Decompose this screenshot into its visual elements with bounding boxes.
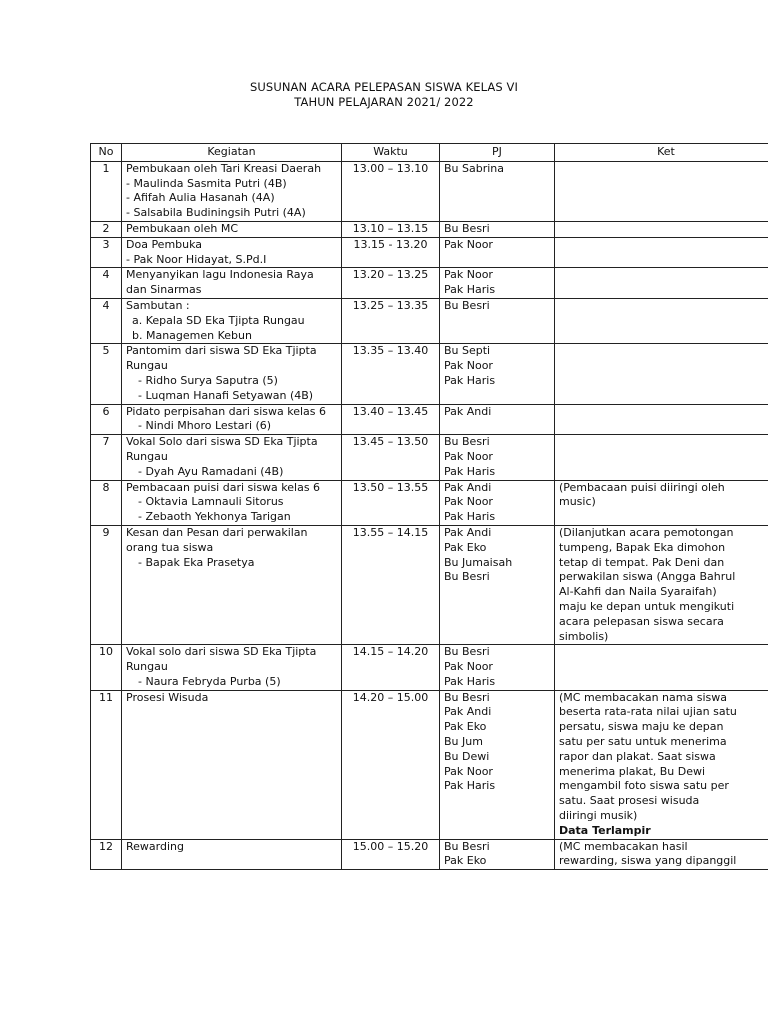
- ket-line: perwakilan siswa (Angga Bahrul: [559, 570, 736, 584]
- kegiatan-line: - Maulinda Sasmita Putri (4B): [126, 176, 287, 190]
- document-title: SUSUNAN ACARA PELEPASAN SISWA KELAS VI: [250, 80, 518, 94]
- kegiatan-cell: [122, 221, 342, 237]
- pj-line: Pak Haris: [444, 510, 496, 524]
- ket-cell: [555, 268, 768, 299]
- row-number: 1: [91, 161, 122, 221]
- kegiatan-line: - Bapak Eka Prasetya: [138, 555, 255, 569]
- header-pj: PJ: [440, 144, 555, 162]
- kegiatan-line: Doa Pembuka: [126, 237, 203, 251]
- ket-line: (MC membacakan nama siswa: [559, 690, 727, 704]
- row-number: 8: [91, 480, 122, 525]
- pj-cell: [440, 404, 555, 435]
- pj-cell: [440, 525, 555, 644]
- pj-cell: [440, 839, 555, 870]
- ket-line: (Pembacaan puisi diiringi oleh: [559, 480, 725, 494]
- pj-line: Pak Eko: [444, 720, 487, 734]
- schedule-table: [90, 143, 768, 870]
- pj-line: Pak Noor: [444, 764, 493, 778]
- pj-cell: [440, 221, 555, 237]
- row-number: 2: [91, 221, 122, 237]
- pj-line: Pak Eko: [444, 540, 487, 554]
- ket-line: simbolis): [559, 629, 609, 643]
- row-number: 7: [91, 435, 122, 480]
- kegiatan-line: b. Managemen Kebun: [132, 328, 252, 342]
- pj-line: Pak Noor: [444, 660, 493, 674]
- table-row: [91, 839, 768, 870]
- ket-line: menerima plakat, Bu Dewi: [559, 764, 706, 778]
- pj-line: Pak Noor: [444, 237, 493, 251]
- ket-line: tumpeng, Bapak Eka dimohon: [559, 540, 726, 554]
- ket-line: tetap di tempat. Pak Deni dan: [559, 555, 725, 569]
- ket-cell: [555, 645, 768, 690]
- waktu-cell: 15.00 – 15.20: [342, 839, 440, 870]
- kegiatan-line: Rungau: [126, 660, 168, 674]
- kegiatan-cell: [122, 480, 342, 525]
- table-row: [91, 161, 768, 221]
- kegiatan-cell: [122, 645, 342, 690]
- table-row: [91, 525, 768, 644]
- pj-line: Bu Besri: [444, 298, 490, 312]
- ket-bold-note: Data Terlampir: [559, 823, 651, 837]
- ket-line: beserta rata-rata nilai ujian satu: [559, 705, 737, 719]
- pj-cell: [440, 645, 555, 690]
- kegiatan-line: dan Sinarmas: [126, 283, 202, 297]
- ket-line: satu. Saat prosesi wisuda: [559, 794, 700, 808]
- table-row: [91, 645, 768, 690]
- table-row: [91, 298, 768, 343]
- kegiatan-line: Pembukaan oleh MC: [126, 221, 238, 235]
- ket-cell: [555, 237, 768, 268]
- waktu-cell: 13.10 – 13.15: [342, 221, 440, 237]
- pj-line: Bu Besri: [444, 570, 490, 584]
- ket-cell: [555, 344, 768, 404]
- ket-line: persatu, siswa maju ke depan: [559, 720, 724, 734]
- pj-line: Bu Jumaisah: [444, 555, 513, 569]
- ket-cell: [555, 298, 768, 343]
- kegiatan-line: - Afifah Aulia Hasanah (4A): [126, 191, 275, 205]
- ket-line: satu per satu untuk menerima: [559, 735, 727, 749]
- waktu-cell: 13.50 – 13.55: [342, 480, 440, 525]
- header-ket: Ket: [555, 144, 768, 162]
- pj-line: Bu Sabrina: [444, 161, 505, 175]
- waktu-cell: 13.00 – 13.10: [342, 161, 440, 221]
- table-row: [91, 237, 768, 268]
- pj-line: Pak Andi: [444, 404, 492, 418]
- pj-cell: [440, 237, 555, 268]
- kegiatan-line: Vokal solo dari siswa SD Eka Tjipta: [126, 645, 317, 659]
- ket-line: mengambil foto siswa satu per: [559, 779, 729, 793]
- header-no: No: [91, 144, 122, 162]
- kegiatan-cell: [122, 435, 342, 480]
- pj-cell: [440, 480, 555, 525]
- pj-line: Bu Besri: [444, 645, 490, 659]
- pj-cell: [440, 298, 555, 343]
- kegiatan-line: Prosesi Wisuda: [126, 690, 209, 704]
- table-row: [91, 435, 768, 480]
- waktu-cell: 13.55 – 14.15: [342, 525, 440, 644]
- pj-line: Bu Jum: [444, 735, 483, 749]
- waktu-cell: 13.45 – 13.50: [342, 435, 440, 480]
- kegiatan-line: - Salsabila Budiningsih Putri (4A): [126, 206, 306, 220]
- kegiatan-line: - Ridho Surya Saputra (5): [138, 373, 278, 387]
- pj-line: Pak Haris: [444, 283, 496, 297]
- pj-line: Bu Besri: [444, 221, 490, 235]
- pj-cell: [440, 435, 555, 480]
- ket-cell: [555, 404, 768, 435]
- row-number: 4: [91, 268, 122, 299]
- pj-line: Pak Andi: [444, 525, 492, 539]
- kegiatan-cell: [122, 525, 342, 644]
- kegiatan-line: - Luqman Hanafi Setyawan (4B): [138, 388, 314, 402]
- ket-line: music): [559, 495, 596, 509]
- pj-line: Pak Haris: [444, 674, 496, 688]
- kegiatan-line: - Zebaoth Yekhonya Tarigan: [138, 510, 291, 524]
- row-number: 10: [91, 645, 122, 690]
- ket-cell: [555, 221, 768, 237]
- kegiatan-line: Menyanyikan lagu Indonesia Raya: [126, 268, 314, 282]
- kegiatan-line: a. Kepala SD Eka Tjipta Rungau: [132, 313, 305, 327]
- waktu-cell: 13.40 – 13.45: [342, 404, 440, 435]
- kegiatan-cell: [122, 404, 342, 435]
- pj-line: Pak Noor: [444, 449, 493, 463]
- kegiatan-cell: [122, 839, 342, 870]
- kegiatan-line: Pidato perpisahan dari siswa kelas 6: [126, 404, 326, 418]
- kegiatan-line: - Pak Noor Hidayat, S.Pd.I: [126, 252, 267, 266]
- waktu-cell: 13.15 - 13.20: [342, 237, 440, 268]
- table-row: [91, 268, 768, 299]
- waktu-cell: 13.35 – 13.40: [342, 344, 440, 404]
- kegiatan-line: Pembukaan oleh Tari Kreasi Daerah: [126, 161, 322, 175]
- document-subtitle: TAHUN PELAJARAN 2021/ 2022: [294, 95, 474, 109]
- pj-line: Pak Noor: [444, 495, 493, 509]
- pj-line: Pak Haris: [444, 779, 496, 793]
- kegiatan-line: orang tua siswa: [126, 540, 214, 554]
- row-number: 3: [91, 237, 122, 268]
- pj-line: Bu Dewi: [444, 749, 490, 763]
- kegiatan-line: Rungau: [126, 449, 168, 463]
- row-number: 9: [91, 525, 122, 644]
- row-number: 11: [91, 690, 122, 839]
- waktu-cell: 13.20 – 13.25: [342, 268, 440, 299]
- kegiatan-line: - Dyah Ayu Ramadani (4B): [138, 464, 284, 478]
- kegiatan-cell: [122, 344, 342, 404]
- kegiatan-line: - Naura Febryda Purba (5): [138, 674, 281, 688]
- pj-line: Bu Besri: [444, 690, 490, 704]
- kegiatan-line: Vokal Solo dari siswa SD Eka Tjipta: [126, 435, 318, 449]
- waktu-cell: 14.20 – 15.00: [342, 690, 440, 839]
- waktu-cell: 14.15 – 14.20: [342, 645, 440, 690]
- pj-line: Pak Andi: [444, 705, 492, 719]
- pj-line: Pak Eko: [444, 854, 487, 868]
- table-row: [91, 221, 768, 237]
- kegiatan-cell: [122, 690, 342, 839]
- kegiatan-line: Pembacaan puisi dari siswa kelas 6: [126, 480, 321, 494]
- table-body: [91, 161, 768, 869]
- table-header-row: [91, 144, 768, 162]
- kegiatan-cell: [122, 298, 342, 343]
- pj-cell: [440, 690, 555, 839]
- kegiatan-line: - Oktavia Lamnauli Sitorus: [138, 495, 284, 509]
- ket-line: acara pelepasan siswa secara: [559, 614, 724, 628]
- pj-line: Bu Besri: [444, 839, 490, 853]
- row-number: 6: [91, 404, 122, 435]
- table-row: [91, 344, 768, 404]
- ket-line: maju ke depan untuk mengikuti: [559, 599, 735, 613]
- kegiatan-line: - Nindi Mhoro Lestari (6): [138, 419, 272, 433]
- table-row: [91, 404, 768, 435]
- kegiatan-cell: [122, 268, 342, 299]
- pj-line: Bu Septi: [444, 344, 491, 358]
- pj-line: Pak Noor: [444, 268, 493, 282]
- pj-line: Pak Haris: [444, 464, 496, 478]
- table-row: [91, 690, 768, 839]
- kegiatan-line: Rungau: [126, 359, 168, 373]
- kegiatan-line: Rewarding: [126, 839, 184, 853]
- ket-line: rewarding, siswa yang dipanggil: [559, 854, 737, 868]
- pj-line: Pak Noor: [444, 359, 493, 373]
- waktu-cell: 13.25 – 13.35: [342, 298, 440, 343]
- pj-cell: [440, 344, 555, 404]
- header-kegiatan: Kegiatan: [122, 144, 342, 162]
- header-waktu: Waktu: [342, 144, 440, 162]
- ket-line: rapor dan plakat. Saat siswa: [559, 749, 716, 763]
- ket-cell: [555, 690, 768, 839]
- ket-line: diiringi musik): [559, 809, 638, 823]
- ket-cell: [555, 525, 768, 644]
- kegiatan-line: Pantomim dari siswa SD Eka Tjipta: [126, 344, 317, 358]
- ket-cell: [555, 161, 768, 221]
- ket-line: Al-Kahfi dan Naila Syaraifah): [559, 585, 717, 599]
- ket-cell: [555, 480, 768, 525]
- pj-line: Bu Besri: [444, 435, 490, 449]
- row-number: 4: [91, 298, 122, 343]
- ket-cell: [555, 435, 768, 480]
- pj-cell: [440, 268, 555, 299]
- kegiatan-line: Kesan dan Pesan dari perwakilan: [126, 525, 308, 539]
- ket-line: (MC membacakan hasil: [559, 839, 688, 853]
- kegiatan-cell: [122, 161, 342, 221]
- pj-cell: [440, 161, 555, 221]
- row-number: 12: [91, 839, 122, 870]
- ket-line: (Dilanjutkan acara pemotongan: [559, 525, 734, 539]
- ket-cell: [555, 839, 768, 870]
- kegiatan-line: Sambutan :: [126, 298, 190, 312]
- table-row: [91, 480, 768, 525]
- pj-line: Pak Andi: [444, 480, 492, 494]
- pj-line: Pak Haris: [444, 373, 496, 387]
- row-number: 5: [91, 344, 122, 404]
- kegiatan-cell: [122, 237, 342, 268]
